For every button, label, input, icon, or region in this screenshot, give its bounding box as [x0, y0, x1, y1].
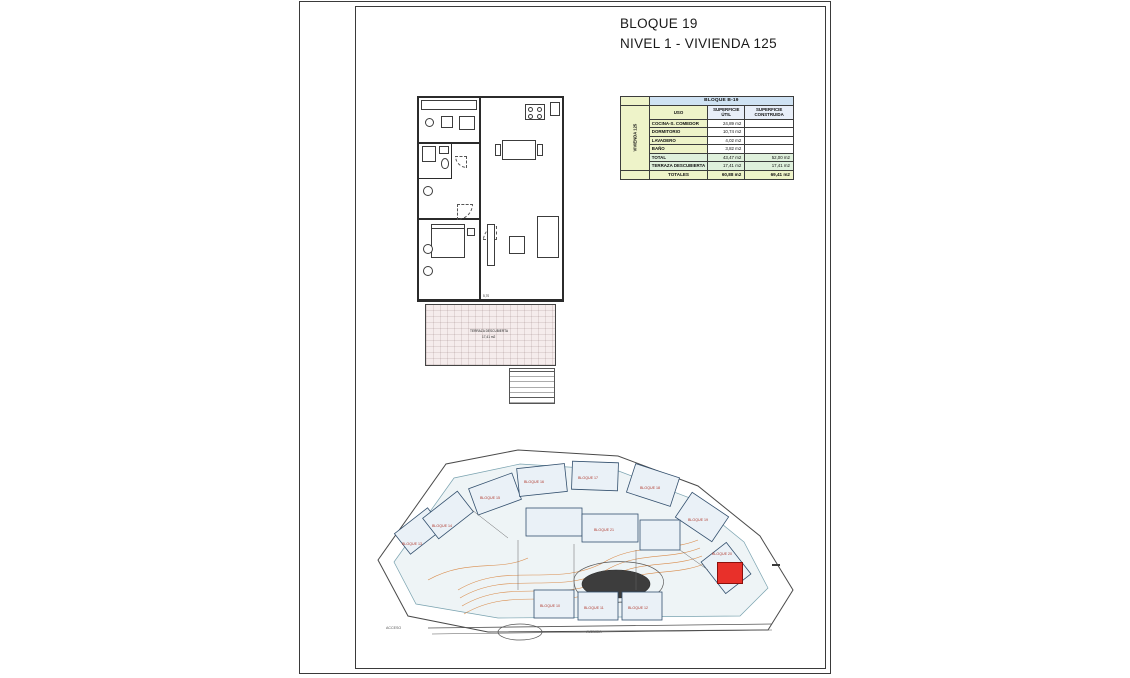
row-built: [745, 136, 794, 145]
side-circle-icon: [423, 244, 433, 254]
spacer-cell: [621, 97, 650, 106]
site-label-block: BLOQUE 13: [402, 542, 422, 546]
row-useful: 10,74 m2: [708, 128, 745, 137]
row-use: DORMITORIO: [649, 128, 707, 137]
wardrobe: [487, 224, 495, 266]
site-label-block: BLOQUE 17: [578, 476, 598, 480]
wc-icon: [441, 158, 449, 169]
vanity-basin: [439, 146, 449, 154]
row-built: [745, 119, 794, 128]
dining-chair-left: [495, 144, 501, 156]
plan-exterior-walls: [417, 96, 564, 301]
site-label-street: AVENIDA: [586, 630, 602, 634]
row-useful: 24,89 m2: [708, 119, 745, 128]
bed: [431, 228, 465, 258]
exterior-stairs: [509, 368, 555, 404]
partition-vertical-main: [479, 98, 481, 220]
site-label-access: ACCESO: [386, 626, 402, 630]
terrace-area-value: 17,41 m2: [482, 335, 496, 339]
site-label-block: BLOQUE 18: [640, 486, 660, 490]
row-useful: 4,02 m2: [708, 136, 745, 145]
row-use: LAVADERO: [649, 136, 707, 145]
site-label-block: BLOQUE 21: [594, 528, 614, 532]
floor-plan: [417, 96, 564, 396]
surface-area-table: [620, 96, 794, 180]
partition-vertical-lower: [479, 220, 481, 301]
site-label-block: BLOQUE 15: [480, 496, 500, 500]
title-block: [620, 14, 820, 53]
laundry-unit: [459, 116, 475, 130]
kitchen-counter: [421, 100, 477, 110]
row-use: TERRAZA DESCUBIERTA: [649, 162, 707, 171]
totals-label: TOTALES: [649, 170, 707, 179]
dining-table: [502, 140, 536, 160]
burner-3-icon: [528, 114, 533, 119]
burner-2-icon: [537, 107, 542, 112]
totals-built: 69,41 m2: [745, 170, 794, 179]
dining-chair-right: [537, 144, 543, 156]
highlighted-block-19: [717, 562, 743, 584]
page-title-line-2: NIVEL 1 - VIVIENDA 125: [620, 35, 777, 51]
bed-headboard: [431, 224, 465, 229]
terrace-area: [425, 304, 556, 366]
partition-horizontal-bath: [419, 178, 452, 179]
row-built: [745, 145, 794, 154]
terrace-label: TERRAZA DESCUBIERTA: [470, 329, 508, 333]
site-label-block: BLOQUE 16: [524, 480, 544, 484]
row-use: TOTAL: [649, 153, 707, 162]
coffee-table: [509, 236, 525, 254]
burner-4-icon: [537, 114, 542, 119]
site-label-block: BLOQUE 12: [628, 606, 648, 610]
shower-tray: [422, 146, 436, 162]
sofa: [537, 216, 559, 258]
col-header-built: SUPERFICIE CONSTRUIDA: [745, 105, 794, 119]
row-built: 52,00 m2: [745, 153, 794, 162]
sink-icon: [425, 118, 434, 127]
washer-fixture: [441, 116, 453, 128]
page-title-line-1: BLOQUE 19: [620, 16, 698, 31]
wall-bottom-closure: [417, 299, 564, 302]
site-label-block: BLOQUE 11: [584, 606, 604, 610]
row-built: 17,41 m2: [745, 162, 794, 171]
totals-label-spacer: [621, 170, 650, 179]
table-row-totals: [621, 170, 794, 179]
vertical-row-label: [621, 105, 650, 170]
site-plan: [368, 440, 813, 645]
row-useful: 43,47 m2: [708, 153, 745, 162]
table-row-top-header: [621, 97, 794, 106]
row-useful: 17,41 m2: [708, 162, 745, 171]
fridge: [550, 102, 560, 116]
site-plan-graphic: [368, 440, 813, 645]
partition-horizontal-mid: [419, 218, 480, 220]
partition-horizontal-upper: [419, 142, 480, 144]
burner-1-icon: [528, 107, 533, 112]
row-use: COCINA-S. COMEDOR: [649, 119, 707, 128]
partition-vertical-bath: [451, 142, 452, 178]
site-label-block: BLOQUE 20: [712, 552, 732, 556]
vertical-row-label-text: VIVIENDA 125: [632, 124, 638, 152]
site-label-block: BLOQUE 10: [540, 604, 560, 608]
side-circle-icon-2: [423, 266, 433, 276]
site-label-block: BLOQUE 14: [432, 524, 452, 528]
nightstand: [467, 228, 475, 236]
row-built: [745, 128, 794, 137]
table-top-header: BLOQUE B-19: [649, 97, 793, 106]
appliance-circle: [423, 186, 433, 196]
totals-useful: 60,88 m2: [708, 170, 745, 179]
col-header-use: USO: [649, 105, 707, 119]
dimension-bottom: 5,70: [483, 294, 490, 298]
row-use: BAÑO: [649, 145, 707, 154]
table-row-column-headers: [621, 105, 794, 119]
site-label-block: BLOQUE 19: [688, 518, 708, 522]
row-useful: 3,82 m2: [708, 145, 745, 154]
col-header-useful: SUPERFICIE ÚTIL: [708, 105, 745, 119]
